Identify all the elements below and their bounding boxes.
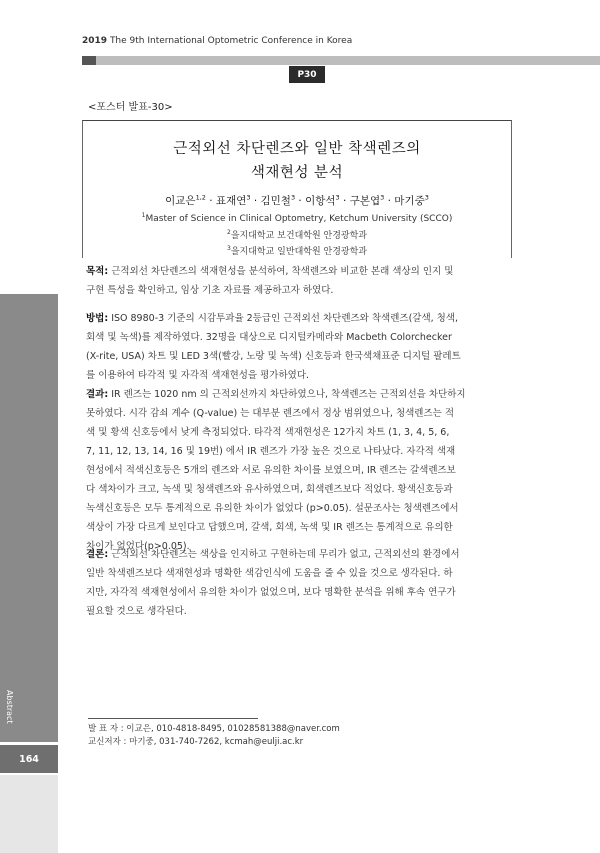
title-line-2: 색재현성 분석	[250, 165, 344, 181]
author: 표재연$^3$	[215, 193, 251, 207]
author-list: 이교은$^{1,2}$ · 표재연$^3$ · 김민철$^3$ · 이항석$^3$ · 구본엽$^3$ · 마기중$^3$	[165, 193, 429, 207]
author: 구본엽$^3$	[349, 193, 385, 207]
poster-code-badge: P30	[289, 66, 325, 83]
section-methods: 방법: ISO 8980-3 기준의 시감투과율 2등급인 근적외선 차단렌즈와 착색렌즈(갈색, 청색, 회색 및 녹색)를 제작하였다. 32명을 대상으로 디지털카메라와 Macbeth Colorchecker (X-rite, USA) 차트 및 LED 3색(빨강, 노랑 및 녹색) 신호등과 한국색채표준 디지털 팔레트 를 이용하여 타각적 및 자각적 색재현성을 평가하였다.	[86, 313, 461, 381]
title-line-1: 근적외선 차단렌즈와 일반 착색렌즈의	[173, 141, 421, 157]
author: 마기중$^3$	[394, 193, 429, 207]
conference-name: The 9th International Optometric Conference in Korea	[109, 36, 353, 46]
corresponding-contact: 교신저자 : 마기중, 031-740-7262, kcmah@eulji.ac.kr	[88, 737, 304, 747]
side-tab-label: Abstract	[5, 690, 14, 724]
affiliation: $^2$을지대학교 보건대학원 안경광학과	[227, 229, 367, 241]
title-box	[82, 120, 512, 258]
poster-label: <포스터 발표-30>	[88, 102, 173, 113]
section-purpose: 목적: 근적외선 차단렌즈의 색재현성을 분석하여, 착색렌즈와 비교한 본래 색상의 인지 및 구현 특성을 확인하고, 임상 기초 자료를 제공하고자 하였다.	[86, 266, 454, 296]
presenter-contact: 발 표 자 : 이교은, 010-4818-8495, 01028581388@naver.com	[88, 724, 340, 734]
section-results: 결과: IR 렌즈는 1020 nm 의 근적외선까지 차단하였으나, 착색렌즈는 근적외선을 차단하지 못하였다. 시각 감쇠 계수 (Q-value) 는 대부분 렌즈에서 정상 범위였으나, 청색렌즈는 적 색 및 황색 신호등에서 낮게 측정되었다. 타각적 색재현성은 12가지 차트 (1, 3, 4, 5, 6, 7, 11, 12, 13, 14, 16 및 19번) 에서 IR 렌즈가 가장 높은 것으로 나타났다. 자각적 색재 현성에서 적색신호등은 5개의 렌즈와 서로 유의한 차이를 보였으며, IR 렌즈는 갈색렌즈보 다 색차이가 크고, 녹색 및 청색렌즈와 유사하였으며, 회색렌즈보다 적었다. 황색신호등과 녹색신호등은 모두 통계적으로 유의한 차이가 없었다 (p>0.05). 설문조사는 청색렌즈에서 색상이 가장 다르게 보인다고 답했으며, 갈색, 회색, 녹색 및 IR 렌즈는 통계적으로 유의한 차이가 없었다(p>0.05).	[86, 389, 466, 552]
author: 김민철$^3$	[260, 193, 296, 207]
header-bar	[82, 56, 600, 65]
author: 이교은$^{1,2}$	[165, 193, 206, 207]
side-tab-lower	[0, 775, 58, 853]
side-tab	[0, 294, 58, 742]
affiliation: $^1$Master of Science in Clinical Optometry, Ketchum University (SCCO)	[141, 212, 453, 224]
author: 이항석$^3$	[305, 193, 340, 207]
conference-year: 2019	[82, 36, 108, 46]
header-bar-accent	[82, 56, 96, 65]
affiliation: $^3$을지대학교 일반대학원 안경광학과	[227, 245, 367, 257]
conference-header	[82, 36, 352, 46]
section-conclusion: 결론: 근적외선 차단렌즈는 색상을 인지하고 구현하는데 무리가 없고, 근적외선의 환경에서 일반 착색렌즈보다 색재현성과 명확한 색감인식에 도움을 줄 수 있을 것으로 생각된다. 하 지만, 자각적 색재현성에서 유의한 차이가 없었으며, 보다 명확한 분석을 위해 후속 연구가 필요할 것으로 생각된다.	[86, 549, 460, 617]
footnote-divider	[88, 718, 258, 719]
page-number: 164	[0, 745, 58, 773]
